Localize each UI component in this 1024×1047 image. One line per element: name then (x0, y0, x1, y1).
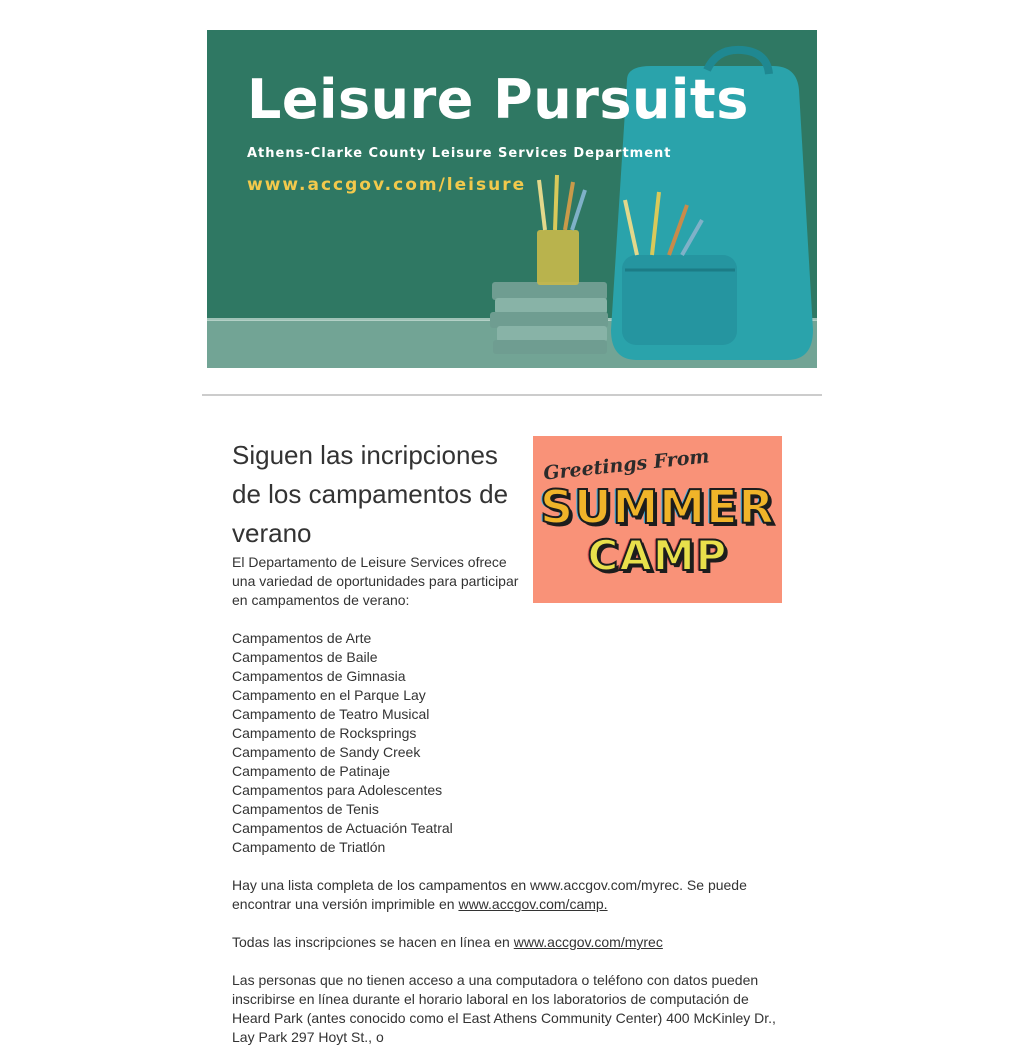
camp-list-item: Campamentos para Adolescentes (232, 782, 443, 798)
computer-access-paragraph: Las personas que no tienen acceso a una computadora o teléfono con datos pueden inscribirse en línea durante el horario laboral en los laboratorios de computación de Heard Park (antes conocido como el East Athens Community Center) 400 McKinley Dr., Lay Park 297 Hoyt St., o (232, 972, 776, 1045)
camp-list-item: Campamentos de Gimnasia (232, 668, 406, 684)
camp-list-item: Campamento de Triatlón (232, 839, 386, 855)
camp-list-paragraph (232, 876, 785, 914)
camp-list-text: Hay una lista completa de los campamentos en www.accgov.com/myrec. Se puede encontrar una versión imprimible en (232, 877, 747, 912)
camp-list (232, 629, 785, 857)
camp-list-item: Campamento de Teatro Musical (232, 706, 430, 722)
camp-list-item: Campamentos de Tenis (232, 801, 379, 817)
camp-list-item: Campamentos de Actuación Teatral (232, 820, 453, 836)
camp-list-item: Campamento de Patinaje (232, 763, 390, 779)
camp-list-item: Campamentos de Baile (232, 649, 378, 665)
camp-list-item: Campamento de Rocksprings (232, 725, 417, 741)
registration-paragraph (232, 933, 785, 952)
camp-image-greeting: Greetings From (542, 445, 711, 485)
camp-image-line2: CAMP (587, 531, 728, 580)
printable-camp-link[interactable]: www.accgov.com/camp. (458, 896, 608, 912)
banner-title: Leisure Pursuits (247, 68, 749, 131)
section-divider (202, 394, 822, 396)
article-headline: Siguen las incripciones de los campamentos de verano (232, 440, 509, 548)
camp-list-item: Campamentos de Arte (232, 630, 372, 646)
header-banner-image (207, 30, 817, 368)
banner-url: www.accgov.com/leisure (247, 175, 527, 195)
article-intro: El Departamento de Leisure Services ofrece una variedad de oportunidades para participar en campamentos de verano: (232, 554, 519, 608)
camp-image-line1: SUMMER (540, 480, 775, 534)
camp-list-item: Campamento de Sandy Creek (232, 744, 421, 760)
myrec-link[interactable]: www.accgov.com/myrec (513, 934, 663, 950)
summer-camp-image (533, 436, 782, 603)
camp-list-item: Campamento en el Parque Lay (232, 687, 426, 703)
registration-text: Todas las inscripciones se hacen en línea en (232, 934, 514, 950)
banner-subtitle: Athens-Clarke County Leisure Services Department (247, 146, 672, 161)
